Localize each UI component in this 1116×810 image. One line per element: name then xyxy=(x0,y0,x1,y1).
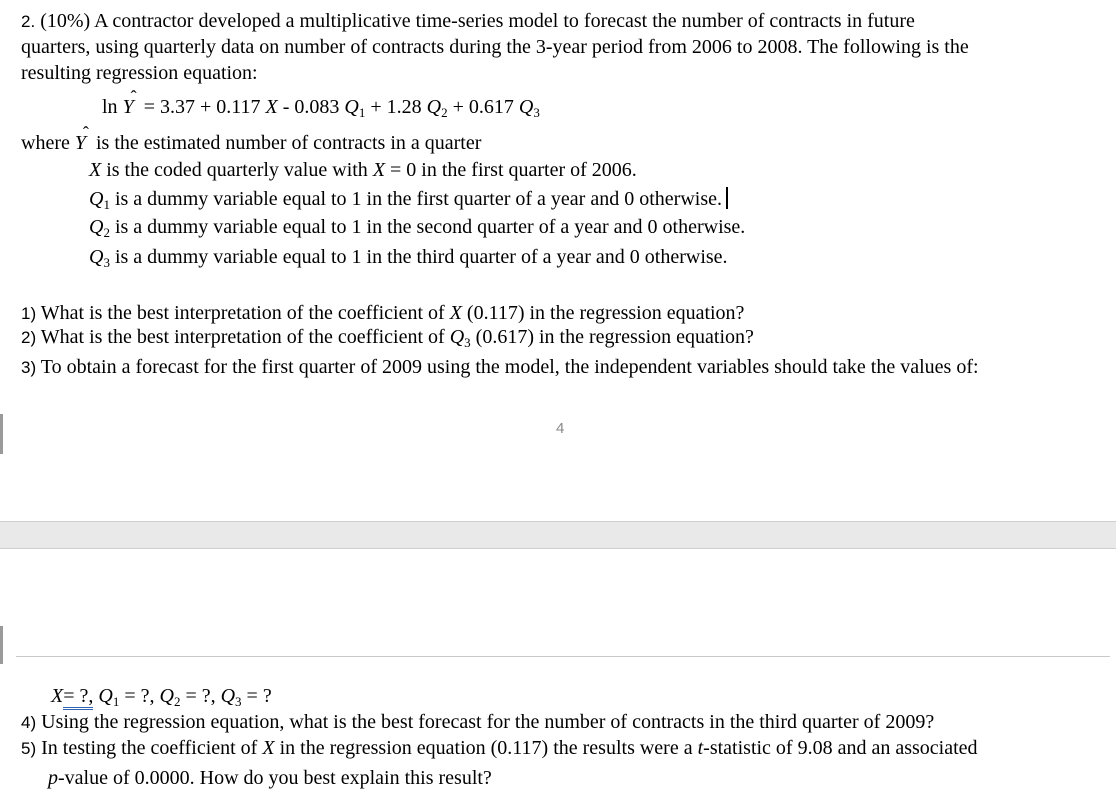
header-rule xyxy=(16,656,1110,657)
q1-text-b: (0.117) in the regression equation? xyxy=(466,302,745,324)
page-break-band xyxy=(0,521,1116,549)
eq-x: X xyxy=(265,96,278,118)
ans-q1-sub: 1 xyxy=(112,694,120,709)
eq-rhs-1: = 3.37 + 0.117 xyxy=(143,96,261,118)
where-q2-definition xyxy=(89,215,745,245)
where-q3-var: Q xyxy=(89,246,104,268)
ans-q2-val: = ?, xyxy=(185,685,216,707)
left-margin-bar-bottom xyxy=(0,626,3,664)
ans-q3-var: Q xyxy=(220,685,236,707)
ans-x-val: = ?, xyxy=(63,685,93,710)
where-word: where xyxy=(21,132,70,154)
problem-intro-line3: resulting regression equation: xyxy=(21,62,258,84)
q5-number: 5) xyxy=(21,739,37,758)
ans-q3-sub: 3 xyxy=(235,694,242,709)
question-3 xyxy=(21,355,979,380)
q1-number: 1) xyxy=(21,304,37,323)
eq-rhs-2: - 0.083 xyxy=(282,96,340,118)
q2-var: Q xyxy=(449,326,465,348)
where-q3-definition xyxy=(89,245,728,275)
q4-text: Using the regression equation, what is the best forecast for the number of contracts in the third quarter of 2009? xyxy=(41,711,935,733)
q5-text-d: -value of 0.0000. How do you best explain this result? xyxy=(58,767,492,789)
problem-number: 2. xyxy=(21,12,36,31)
regression-equation xyxy=(102,95,540,125)
ans-q1-var: Q xyxy=(98,685,113,707)
where-x-def-1: is the coded quarterly value with xyxy=(106,159,368,181)
eq-q3: Q xyxy=(518,96,534,118)
where-q1-sub: 1 xyxy=(103,197,110,212)
where-y-hat: Y ˆ xyxy=(75,131,86,155)
q1-text-a: What is the best interpretation of the coefficient of xyxy=(40,302,445,324)
question-2 xyxy=(21,325,754,355)
where-q1-def: is a dummy variable equal to 1 in the first quarter of a year and 0 otherwise. xyxy=(114,188,722,210)
question-5-line1 xyxy=(21,736,978,761)
eq-y-hat: Y ˆ xyxy=(123,95,134,119)
where-x-var: X xyxy=(89,159,102,181)
q2-text-a: What is the best interpretation of the coefficient of xyxy=(40,326,445,348)
eq-rhs-3: + 1.28 xyxy=(370,96,422,118)
where-q2-sub: 2 xyxy=(103,225,110,240)
where-x-definition xyxy=(89,158,637,182)
question-1 xyxy=(21,301,744,326)
where-q3-sub: 3 xyxy=(103,255,110,270)
where-x-var2: X xyxy=(372,159,386,181)
question-5-line2 xyxy=(48,766,492,790)
where-q3-def: is a dummy variable equal to 1 in the third quarter of a year and 0 otherwise. xyxy=(114,246,728,268)
where-q1-var: Q xyxy=(89,188,104,210)
eq-q3-sub: 3 xyxy=(533,105,540,120)
ans-q2-var: Q xyxy=(159,685,174,707)
q2-text-b: (0.617) in the regression equation? xyxy=(475,326,754,348)
where-q2-var: Q xyxy=(89,216,104,238)
where-x-def-2: = 0 in the first quarter of 2006. xyxy=(390,159,637,181)
text-cursor xyxy=(726,187,728,209)
q5-var: X xyxy=(262,737,275,759)
where-q2-def: is a dummy variable equal to 1 in the second quarter of a year and 0 otherwise. xyxy=(114,216,746,238)
problem-intro-text1: (10%) A contractor developed a multiplicative time-series model to forecast the number of contracts in future xyxy=(40,10,915,32)
q4-number: 4) xyxy=(21,713,37,732)
ans-q2-sub: 2 xyxy=(173,694,181,709)
q5-t: t xyxy=(697,737,704,759)
eq-q2-sub: 2 xyxy=(441,105,448,120)
problem-intro-line2: quarters, using quarterly data on number of contracts during the 3-year period from 2006 to 2008. The following is the xyxy=(21,36,969,58)
eq-q2: Q xyxy=(426,96,442,118)
where-y-def: is the estimated number of contracts in a quarter xyxy=(95,132,482,154)
where-y-definition xyxy=(21,131,481,155)
q3-number: 3) xyxy=(21,358,37,377)
left-margin-bar-top xyxy=(0,414,3,454)
q1-var: X xyxy=(449,302,462,324)
q5-text-a: In testing the coefficient of xyxy=(41,737,258,759)
ans-q3-val: = ? xyxy=(246,685,272,707)
ans-x-var: X xyxy=(51,685,64,707)
q3-text: To obtain a forecast for the first quarter of 2009 using the model, the independent variables should take the values of: xyxy=(40,356,979,378)
question-4 xyxy=(21,710,934,735)
eq-q1: Q xyxy=(344,96,359,118)
q5-p: p xyxy=(48,767,58,789)
ans-q1-val: = ?, xyxy=(124,685,155,707)
problem-intro-line1 xyxy=(21,9,915,34)
eq-rhs-4: + 0.617 xyxy=(452,96,514,118)
q2-sub: 3 xyxy=(464,335,471,350)
q2-number: 2) xyxy=(21,328,37,347)
where-q1-definition xyxy=(89,187,728,217)
q5-text-b: in the regression equation (0.117) the results were a xyxy=(279,737,693,759)
q5-text-c: -statistic of 9.08 and an associated xyxy=(703,737,978,759)
eq-ln: ln xyxy=(102,96,118,118)
page-number: 4 xyxy=(556,420,565,437)
eq-q1-sub: 1 xyxy=(358,105,366,120)
